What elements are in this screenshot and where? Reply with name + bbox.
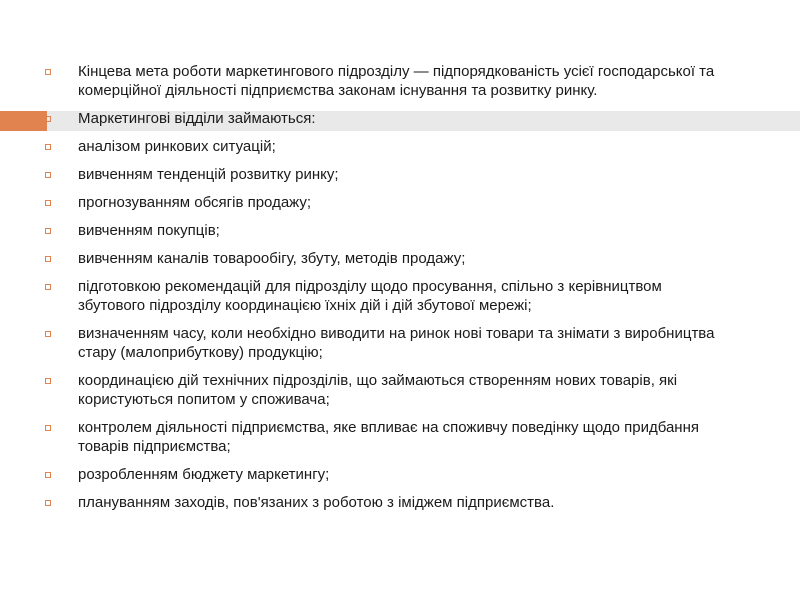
square-bullet-icon bbox=[45, 256, 51, 262]
square-bullet-icon bbox=[45, 200, 51, 206]
list-item bbox=[44, 249, 724, 268]
bullet-list bbox=[44, 62, 724, 521]
square-bullet-icon bbox=[45, 116, 51, 122]
list-item-text: підготовкою рекомендацій для підрозділу щодо просування, спільно з керівництвом збутового підрозділу координацією їхніх дій і дій збутової мережі; bbox=[78, 278, 662, 314]
list-item bbox=[44, 493, 724, 512]
square-bullet-icon bbox=[45, 144, 51, 150]
square-bullet-icon bbox=[45, 378, 51, 384]
list-item bbox=[44, 165, 724, 184]
list-item-text: прогнозуванням обсягів продажу; bbox=[78, 194, 312, 211]
square-bullet-icon bbox=[45, 331, 51, 337]
list-item-text: Маркетингові відділи займаються: bbox=[78, 110, 316, 127]
list-item-text: координацією дій технічних підрозділів, що займаються створенням нових товарів, які користуються попитом у споживача; bbox=[78, 372, 678, 408]
list-item bbox=[44, 465, 724, 484]
square-bullet-icon bbox=[45, 172, 51, 178]
list-item bbox=[44, 221, 724, 240]
list-item bbox=[44, 137, 724, 156]
square-bullet-icon bbox=[45, 500, 51, 506]
list-item bbox=[44, 324, 724, 362]
list-item-text: вивченням тенденцій розвитку ринку; bbox=[78, 166, 339, 183]
square-bullet-icon bbox=[45, 472, 51, 478]
accent-bar bbox=[0, 111, 47, 131]
list-item-text: розробленням бюджету маркетингу; bbox=[78, 466, 330, 483]
square-bullet-icon bbox=[45, 284, 51, 290]
list-item-text: контролем діяльності підприємства, яке впливає на споживчу поведінку щодо придбання товарів підприємства; bbox=[78, 419, 699, 455]
list-item bbox=[44, 277, 724, 315]
list-item-text: Кінцева мета роботи маркетингового підрозділу — підпорядкованість усієї господарської та комерційної діяльності підприємства законам існування та розвитку ринку. bbox=[78, 63, 715, 99]
list-item bbox=[44, 193, 724, 212]
list-item bbox=[44, 62, 724, 100]
square-bullet-icon bbox=[45, 425, 51, 431]
square-bullet-icon bbox=[45, 69, 51, 75]
list-item-text: вивченням каналів товарообігу, збуту, методів продажу; bbox=[78, 250, 466, 267]
list-item-text: плануванням заходів, пов'язаних з роботою з іміджем підприємства. bbox=[78, 494, 555, 511]
list-item bbox=[44, 418, 724, 456]
list-item-text: вивченням покупців; bbox=[78, 222, 220, 239]
list-item-text: аналізом ринкових ситуацій; bbox=[78, 138, 276, 155]
list-item bbox=[44, 109, 724, 128]
list-item-text: визначенням часу, коли необхідно виводити на ринок нові товари та знімати з виробництва стару (малоприбуткову) продукцію; bbox=[78, 325, 715, 361]
square-bullet-icon bbox=[45, 228, 51, 234]
list-item bbox=[44, 371, 724, 409]
